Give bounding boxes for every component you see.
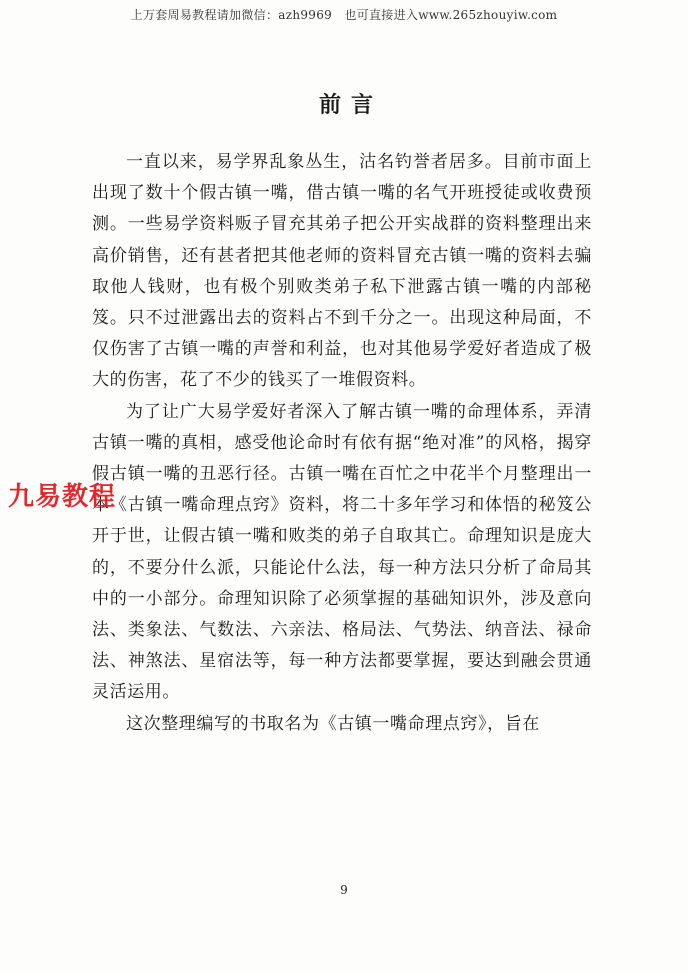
page-number: 9 (340, 883, 348, 897)
page-title: 前言 (318, 92, 383, 118)
watermark-logo: 九易教程 (8, 482, 117, 512)
header-note: 上万套周易教程请加微信：azh9969 也可直接进入www.265zhouyiw.com (130, 8, 558, 22)
paragraph-3: 这次整理编写的书取名为《古镇一嘴命理点窍》，旨在 (126, 713, 540, 734)
paragraph-2: 为了让广大易学爱好者深入了解古镇一嘴的命理体系，弄清古镇一嘴的真相，感受他论命时有依有据“绝对准”的风格，揭穿假古镇一嘴的丑恶行径。古镇一嘴在百忙之中花半个月整理出一本《古镇一嘴命理点窍》资料，将二十多年学习和体悟的秘笈公开于世，让假古镇一嘴和败类的弟子自取其亡。命理知识是庞大的，不要分什么派，只能论什么法，每一种方法只分析了命局其中的一小部分。命理知识除了必须掌握的基础知识外，涉及意向法、类象法、气数法、六亲法、格局法、气势法、纳音法、禄命法、神煞法、星宿法等，每一种方法都要掌握，要达到融会贯通灵活运用。 (92, 401, 592, 703)
paragraph-1: 一直以来，易学界乱象丛生，沽名钓誉者居多。目前市面上出现了数十个假古镇一嘴，借古镇一嘴的名气开班授徒或收费预测。一些易学资料贩子冒充其弟子把公开实战群的资料整理出来高价销售，还有甚者把其他老师的资料冒充古镇一嘴的资料去骗取他人钱财，也有极个别败类弟子私下泄露古镇一嘴的内部秘笈。只不过泄露出去的资料占不到千分之一。出现这种局面，不仅伤害了古镇一嘴的声誉和利益，也对其他易学爱好者造成了极大的伤害，花了不少的钱买了一堆假资料。 (92, 152, 592, 391)
body-text (92, 147, 592, 740)
